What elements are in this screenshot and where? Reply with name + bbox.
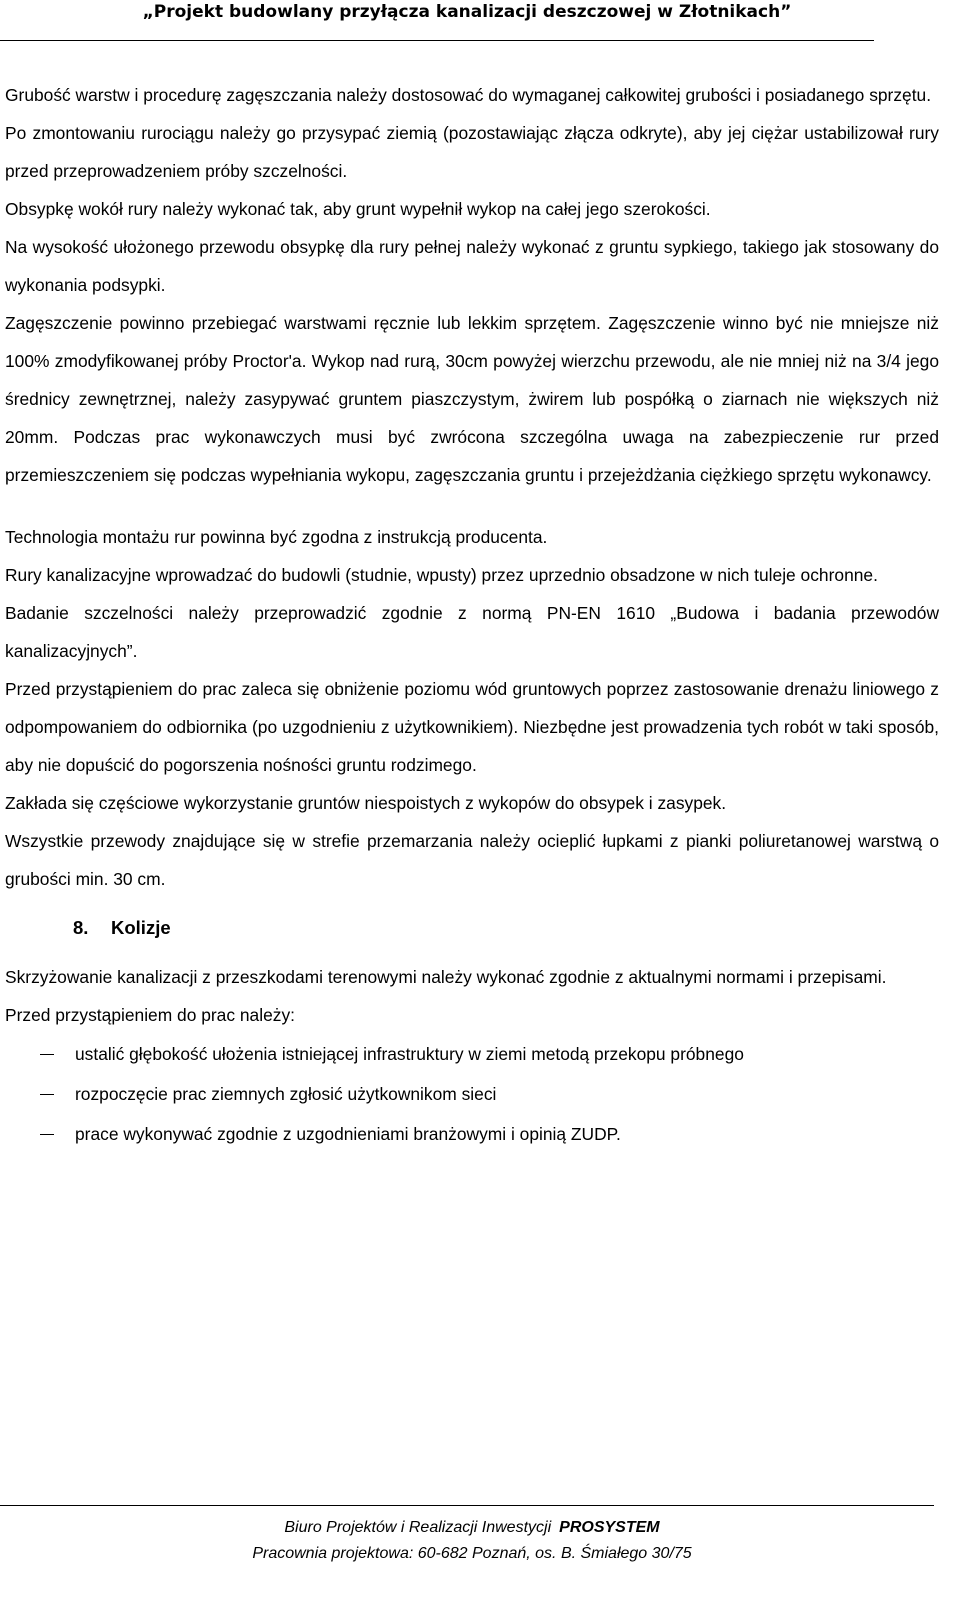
paragraph: Technologia montażu rur powinna być zgodna z instrukcją producenta. bbox=[5, 527, 548, 547]
dash-bullet-icon bbox=[40, 1054, 54, 1055]
footer-company-line bbox=[0, 1519, 944, 1537]
footer-company: Biuro Projektów i Realizacji Inwestycji bbox=[284, 1519, 552, 1536]
paragraph: Grubość warstw i procedurę zagęszczania należy dostosować do wymaganej całkowitej grubości i posiadanego sprzętu. bbox=[5, 85, 932, 105]
paragraph: Zakłada się częściowe wykorzystanie gruntów niespoistych z wykopów do obsypek i zasypek. bbox=[5, 793, 727, 813]
paragraph: Badanie szczelności należy przeprowadzić zgodnie z normą PN-EN 1610 „Budowa i badania przewodów kanalizacyjnych”. bbox=[5, 603, 939, 661]
paragraph: Skrzyżowanie kanalizacji z przeszkodami terenowymi należy wykonać zgodnie z aktualnymi normami i przepisami. bbox=[5, 967, 887, 987]
list-item bbox=[5, 1034, 939, 1074]
page-header bbox=[0, 0, 960, 50]
spacer bbox=[5, 494, 939, 518]
paragraph: Po zmontowaniu rurociągu należy go przysypać ziemią (pozostawiając złącza odkryte), aby jej ciężar ustabilizował rury przed przeprowadzeniem próby szczelności. bbox=[5, 123, 939, 181]
dash-bullet-icon bbox=[40, 1134, 54, 1135]
paragraph: Przed przystąpieniem do prac należy: bbox=[5, 1005, 295, 1025]
header-divider bbox=[0, 40, 874, 41]
header-title: „Projekt budowlany przyłącza kanalizacji deszczowej w Złotnikach” bbox=[142, 2, 792, 22]
section-number: 8. bbox=[73, 917, 89, 938]
list-item-text: ustalić głębokość ułożenia istniejącej infrastruktury w ziemi metodą przekopu próbnego bbox=[75, 1044, 744, 1064]
requirements-list bbox=[5, 1034, 939, 1154]
paragraph: Wszystkie przewody znajdujące się w strefie przemarzania należy ocieplić łupkami z pianki poliuretanowej warstwą o grubości min. 30 cm. bbox=[5, 831, 939, 889]
section-title: Kolizje bbox=[111, 917, 171, 938]
paragraph: Obsypkę wokół rury należy wykonać tak, aby grunt wypełnił wykop na całej jego szerokości. bbox=[5, 199, 711, 219]
footer-brand: PROSYSTEM bbox=[559, 1519, 660, 1536]
document-body bbox=[5, 76, 939, 1154]
list-item bbox=[5, 1074, 939, 1114]
dash-bullet-icon bbox=[40, 1094, 54, 1095]
list-item bbox=[5, 1114, 939, 1154]
paragraph: Rury kanalizacyjne wprowadzać do budowli (studnie, wpusty) przez uprzednio obsadzone w nich tuleje ochronne. bbox=[5, 565, 878, 585]
paragraph: Zagęszczenie powinno przebiegać warstwami ręcznie lub lekkim sprzętem. Zagęszczenie winno być nie mniejsze niż 100% zmodyfikowanej próby Proctor'a. Wykop nad rurą, 30cm powyżej wierzchu przewodu, ale nie mniej niż na 3/4 jego średnicy zewnętrznej, należy zasypywać gruntem piaszczystym, żwirem lub pospółką o ziarnach nie większych niż 20mm. Podczas prac wykonawczych musi być zwrócona szczególna uwaga na zabezpieczenie rur przed przemieszczeniem się podczas wypełniania wykopu, zagęszczania gruntu i przejeżdżania ciężkiego sprzętu wykonawcy. bbox=[5, 313, 939, 485]
paragraph: Na wysokość ułożonego przewodu obsypkę dla rury pełnej należy wykonać z gruntu sypkiego, takiego jak stosowany do wykonania podsypki. bbox=[5, 237, 939, 295]
footer-address: Pracownia projektowa: 60-682 Poznań, os. B. Śmiałego 30/75 bbox=[252, 1545, 692, 1562]
list-item-text: rozpoczęcie prac ziemnych zgłosić użytkownikom sieci bbox=[75, 1084, 497, 1104]
list-item-text: prace wykonywać zgodnie z uzgodnieniami branżowymi i opinią ZUDP. bbox=[75, 1124, 621, 1144]
page-footer bbox=[0, 1505, 960, 1601]
paragraph: Przed przystąpieniem do prac zaleca się obniżenie poziomu wód gruntowych poprzez zastosowanie drenażu liniowego z odpompowaniem do odbiornika (po uzgodnieniu z użytkownikiem). Niezbędne jest prowadzenia tych robót w taki sposób, aby nie dopuścić do pogorszenia nośności gruntu rodzimego. bbox=[5, 679, 939, 775]
section-heading bbox=[5, 908, 939, 948]
footer-divider bbox=[0, 1505, 934, 1506]
